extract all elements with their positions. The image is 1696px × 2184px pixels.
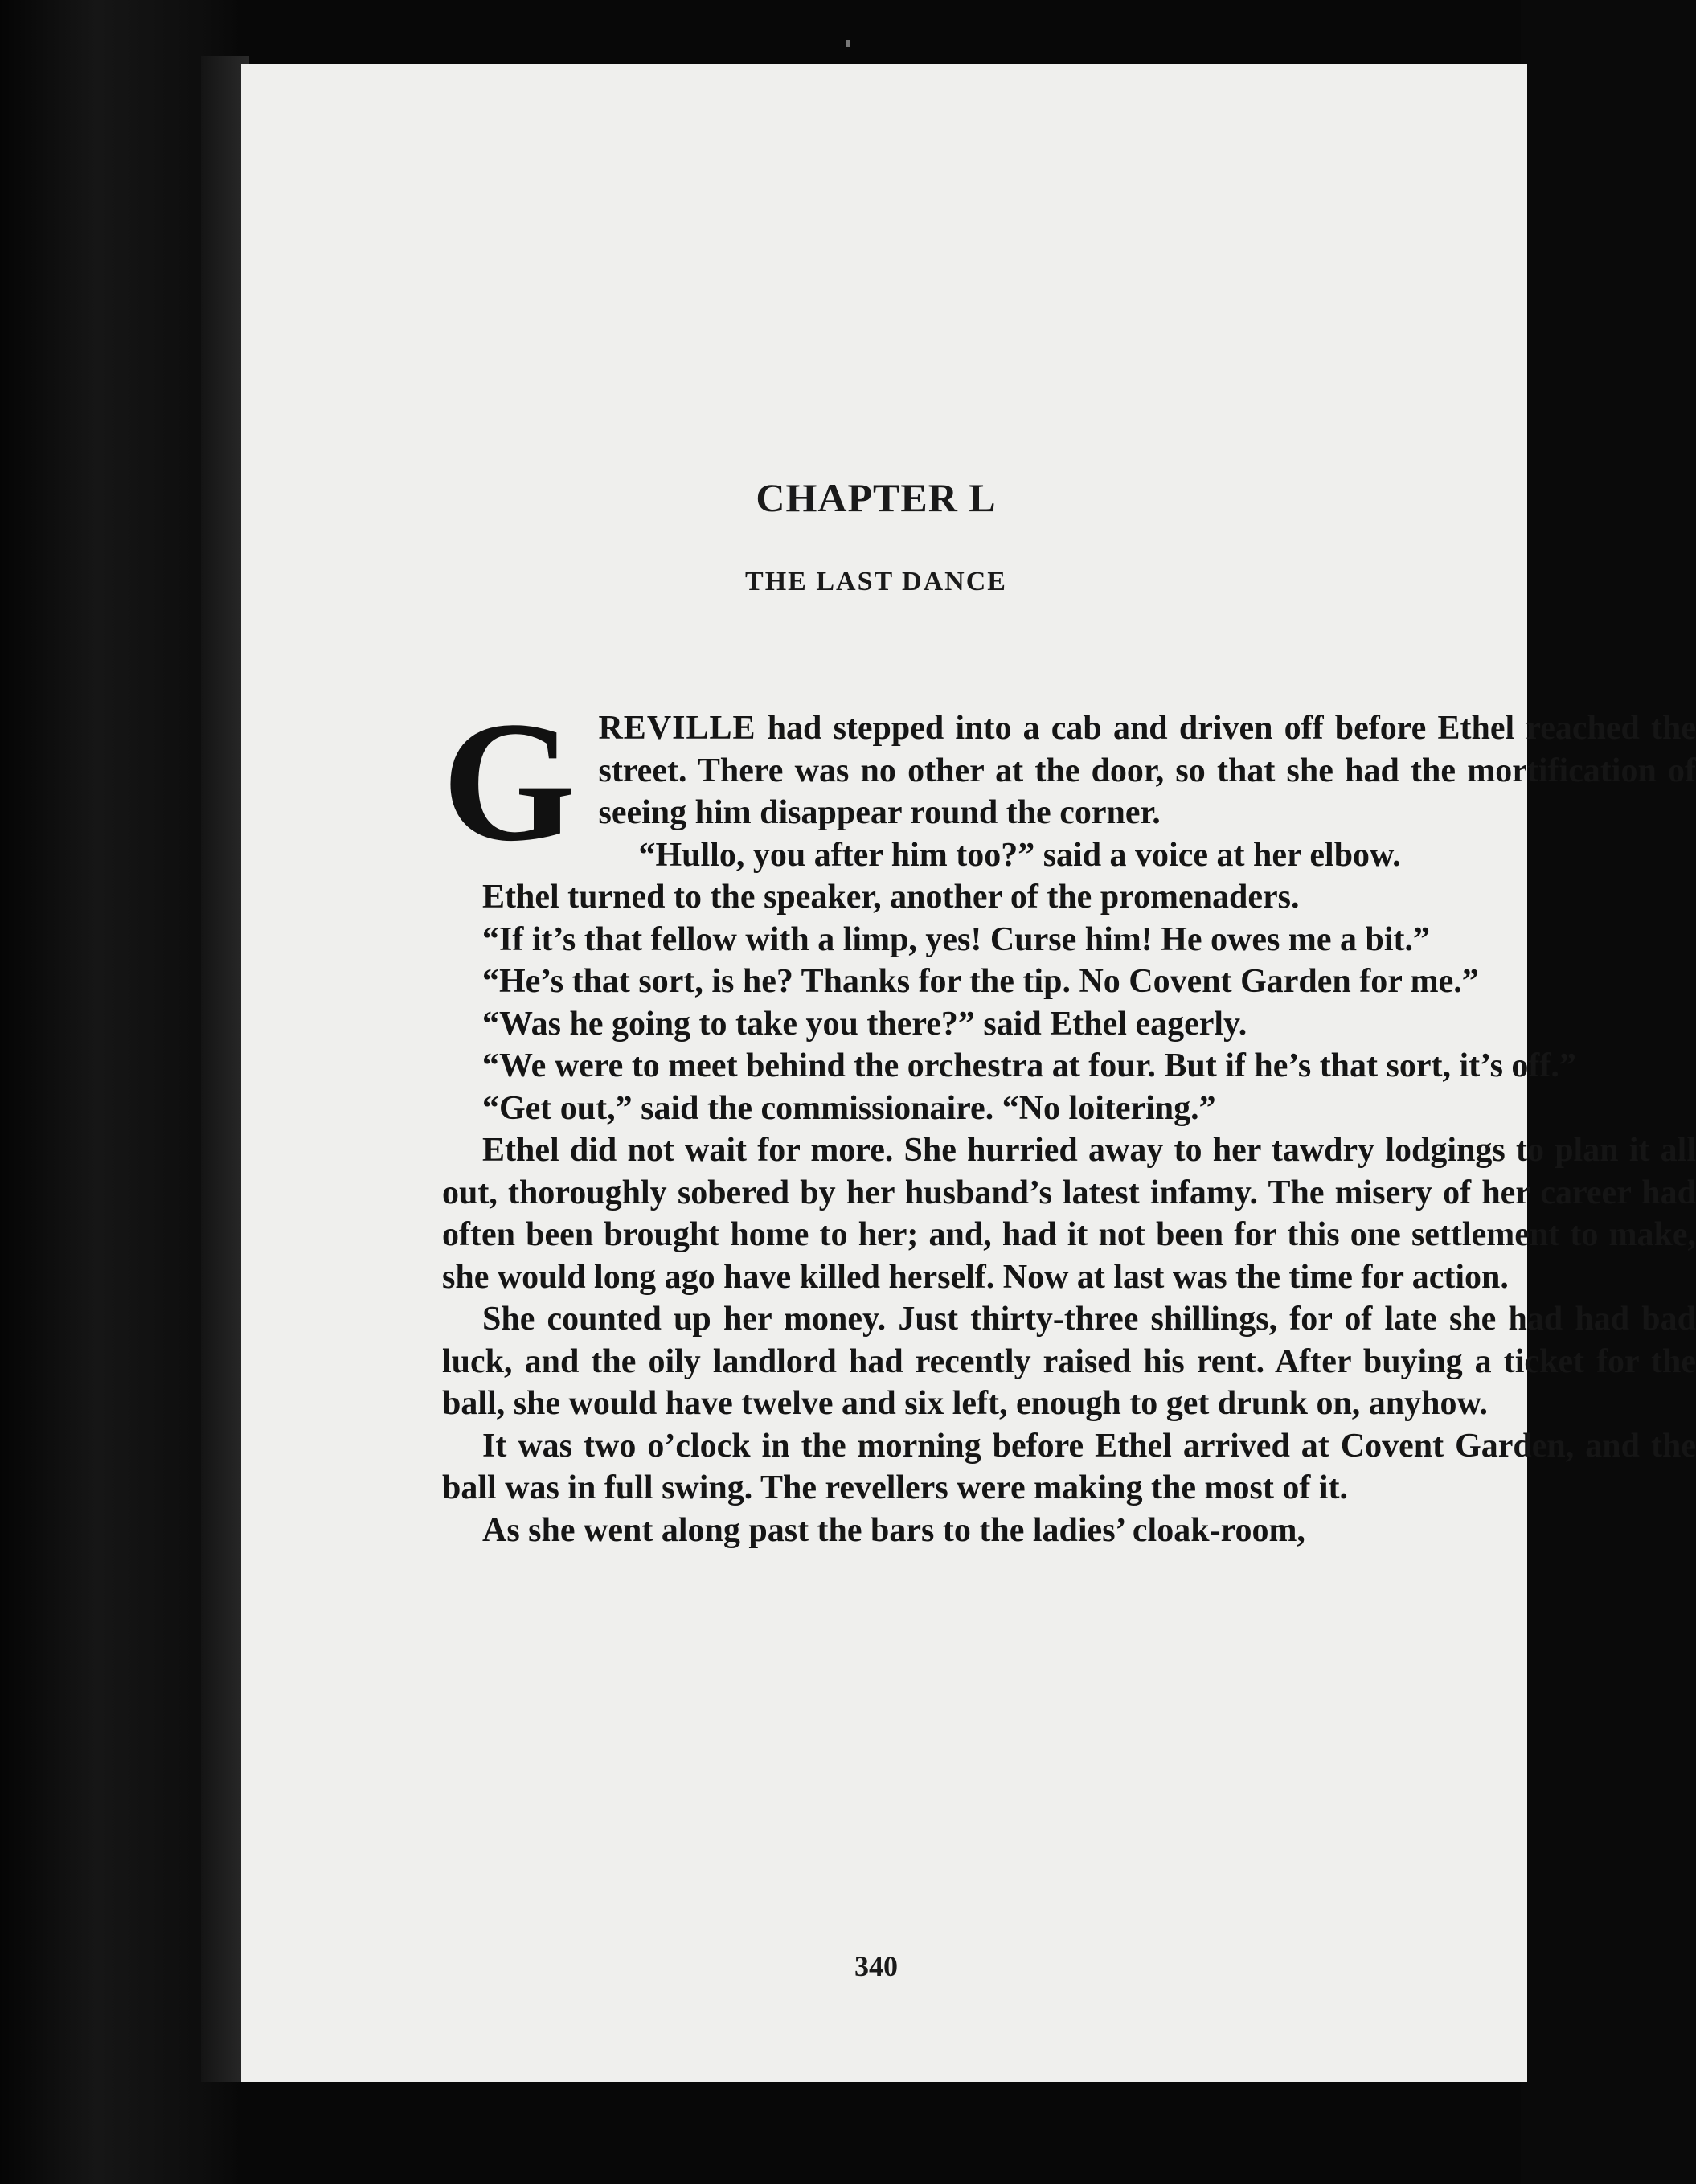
paragraph-12: As she went along past the bars to the ladies’ cloak-room, [482,1511,1305,1549]
page-number: 340 [854,1950,898,1982]
chapter-title: CHAPTER L [756,475,997,520]
chapter-subtitle: THE LAST DANCE [745,567,1007,596]
paragraph-11: It was two o’clock in the morning before Ethel arrived at Covent Garden, and the ball was in full swing. The revellers were making the most of it. [442,1427,1696,1506]
paragraph-5: “He’s that sort, is he? Thanks for the tip. No Covent Garden for me.” [482,963,1479,1000]
paragraph-3: Ethel turned to the speaker, another of the promenaders. [482,879,1300,916]
drop-cap: G [442,686,576,877]
paragraph-8: “Get out,” said the commissionaire. “No loitering.” [482,1089,1216,1127]
paragraph-9: Ethel did not wait for more. She hurried away to her tawdry lodgings to plan it all out, thoroughly sobered by her husband’s latest infamy. The misery of her career had often been brought home to her; and, had it not been for this one settlement to make, she would long ago have killed herself. Now at last was the time for action. [442,1132,1696,1296]
book-page [241,64,1696,2082]
paragraph-4: “If it’s that fellow with a limp, yes! Curse him! He owes me a bit.” [482,920,1430,958]
paragraph-2: “Hullo, you after him too?” said a voice at her elbow. [638,836,1401,874]
paragraph-6: “Was he going to take you there?” said Ethel eagerly. [482,1005,1247,1043]
paragraph-7: “We were to meet behind the orchestra at four. But if he’s that sort, it’s off.” [482,1047,1576,1084]
lead-caps: REVILLE [598,710,756,747]
body-text [442,686,1696,1551]
paragraph-1-text: had stepped into a cab and driven off before Ethel reached the street. There was no other at the door, so that she had the mortification of seeing him disappear round the corner. [598,710,1696,831]
paragraph-10: She counted up her money. Just thirty-three shillings, for of late she had had bad luck, and the oily landlord had recently raised his rent. After buying a ticket for the ball, she would have twelve and six left, enough to get drunk on, anyhow. [442,1301,1696,1422]
scan-mark [846,40,850,47]
